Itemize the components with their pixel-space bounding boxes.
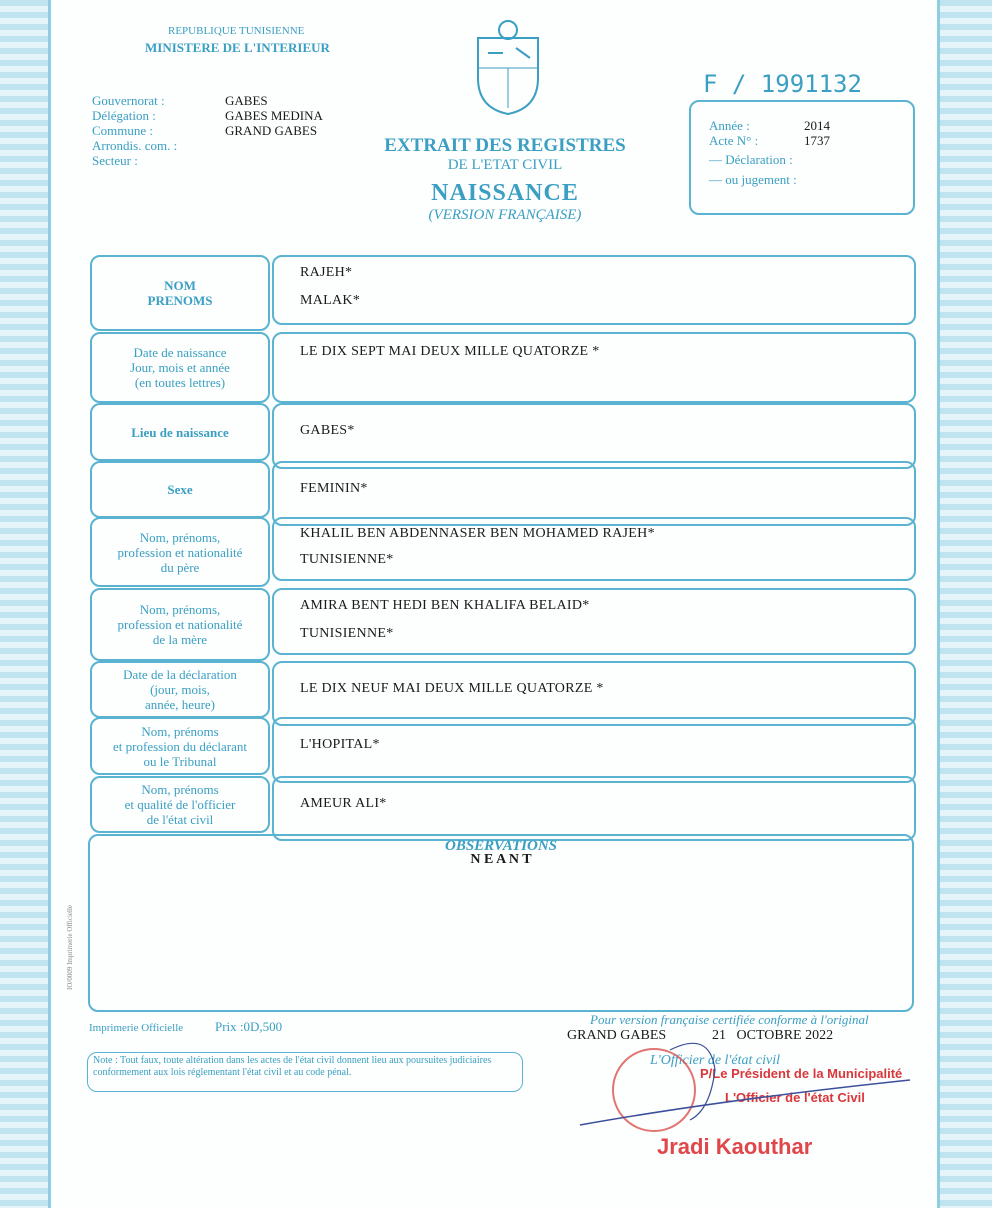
stamp-name: Jradi Kaouthar [657,1134,813,1159]
price-label: Prix :0D,500 [215,1019,283,1034]
field-label: Arrondis. com. : [92,138,178,153]
row-label: Date de naissance [133,345,227,360]
title-line: DE L'ETAT CIVIL [447,157,563,173]
acte-value: 1737 [804,133,830,148]
row-value: LE DIX NEUF MAI DEUX MILLE QUATORZE * [300,681,604,696]
acte-label: Acte N° : [709,133,759,148]
row-label: et profession du déclarant [113,738,247,754]
row-label-box [90,403,270,461]
field-value [225,138,323,153]
field-value [225,153,323,168]
observations-box [88,834,914,1012]
field-label: Délégation : [92,108,156,123]
observations-value: N E A N T [470,852,532,867]
row-value: AMIRA BENT HEDI BEN KHALIFA BELAID* [300,598,590,613]
row-value: AMEUR ALI* [300,796,387,811]
row-label-box [90,517,270,587]
annee-label: Année : [709,118,750,133]
row-label: (jour, mois, [150,682,210,697]
left-guilloche-border [0,0,51,1208]
row-label-box [90,588,270,661]
row-value-box [272,403,916,469]
row-value-box [272,776,916,841]
acte-box [689,100,915,215]
row-label: Nom, prénoms [141,723,219,739]
row-label-box [90,717,270,775]
ministry-label: MINISTERE DE L'INTERIEUR [145,40,330,55]
issue-place: GRAND GABES [567,1028,667,1043]
row-value: KHALIL BEN ABDENNASER BEN MOHAMED RAJEH* [300,526,655,541]
jugement-label: — ou jugement : [709,172,797,187]
row-value: GABES* [300,423,355,438]
field-label: Gouvernorat : [92,93,165,108]
printer-label: Imprimerie Officielle [89,1022,184,1034]
title-version: (VERSION FRANÇAISE) [428,207,582,223]
row-label: du père [160,559,200,575]
annee-value: 2014 [804,118,830,133]
row-value: TUNISIENNE* [300,552,394,567]
issue-date: 21 OCTOBRE 2022 [712,1028,834,1043]
row-value-box [272,717,916,783]
row-label-box [90,255,270,331]
document-title [330,135,680,224]
row-label-box [90,332,270,403]
row-label: profession et nationalité [117,544,243,560]
row-label-box [90,776,270,833]
row-value: LE DIX SEPT MAI DEUX MILLE QUATORZE * [300,344,600,359]
coat-of-arms-icon [468,18,548,118]
right-guilloche-border [937,0,992,1208]
row-label: Jour, mois et année [130,360,230,375]
declaration-label: — Déclaration : [709,152,793,167]
officer-label: L'Officier de l'état civil [650,1053,781,1068]
row-value: RAJEH* [300,265,353,280]
row-label: année, heure) [144,697,215,712]
row-label: ou le Tribunal [143,753,217,769]
serial-number: F / 1991132 [703,70,862,98]
row-label: profession et nationalité [117,617,243,632]
row-value: MALAK* [300,293,361,308]
row-label: (en toutes lettres) [134,375,226,390]
row-label: PRENOMS [147,293,213,308]
row-label: Nom, prénoms, [139,602,221,617]
stamp-line: L'Officier de l'état Civil [725,1090,865,1105]
republic-label: REPUBLIQUE TUNISIENNE [168,25,305,37]
row-value: L'HOPITAL* [300,737,380,752]
row-label: Date de la déclaration [123,667,237,682]
row-label-box [90,461,270,518]
field-value: GABES [225,93,268,108]
row-value-box [272,255,916,325]
field-label: Commune : [92,123,154,138]
field-value: GABES MEDINA [225,108,323,123]
row-value: TUNISIENNE* [300,626,394,641]
field-value: GRAND GABES [225,123,318,138]
row-label-box [90,661,270,718]
row-label: Nom, prénoms, [139,529,221,545]
signature-icon [570,1030,920,1140]
row-value: FEMININ* [300,481,368,496]
title-naissance: NAISSANCE [431,180,579,206]
observations-title: OBSERVATIONS [445,838,557,854]
printer-code: IO/0009 Imprimerie Officielle [66,904,74,990]
certified-text: Pour version française certifiée conforme à l'original [590,1012,869,1027]
row-value-box [272,517,916,581]
row-value-box [272,332,916,403]
field-label: Secteur : [92,153,138,168]
row-label: et qualité de l'officier [124,797,236,812]
row-label: de l'état civil [146,812,214,827]
row-label: Sexe [167,482,193,497]
row-label: de la mère [152,632,208,647]
admin-fields [92,93,323,168]
stamp-line: P/Le Président de la Municipalité [700,1066,903,1081]
row-label: Nom, prénoms [141,782,219,797]
title-line: EXTRAIT DES REGISTRES [384,135,626,156]
row-value-box [272,588,916,655]
row-label: Lieu de naissance [131,424,229,440]
row-label: NOM [164,278,196,293]
legal-note: Note : Tout faux, toute altération dans les actes de l'état civil donnent lieu aux poursuites judiciaires conformement aux lois réglementant l'état civil et au code pénal. [87,1052,523,1092]
